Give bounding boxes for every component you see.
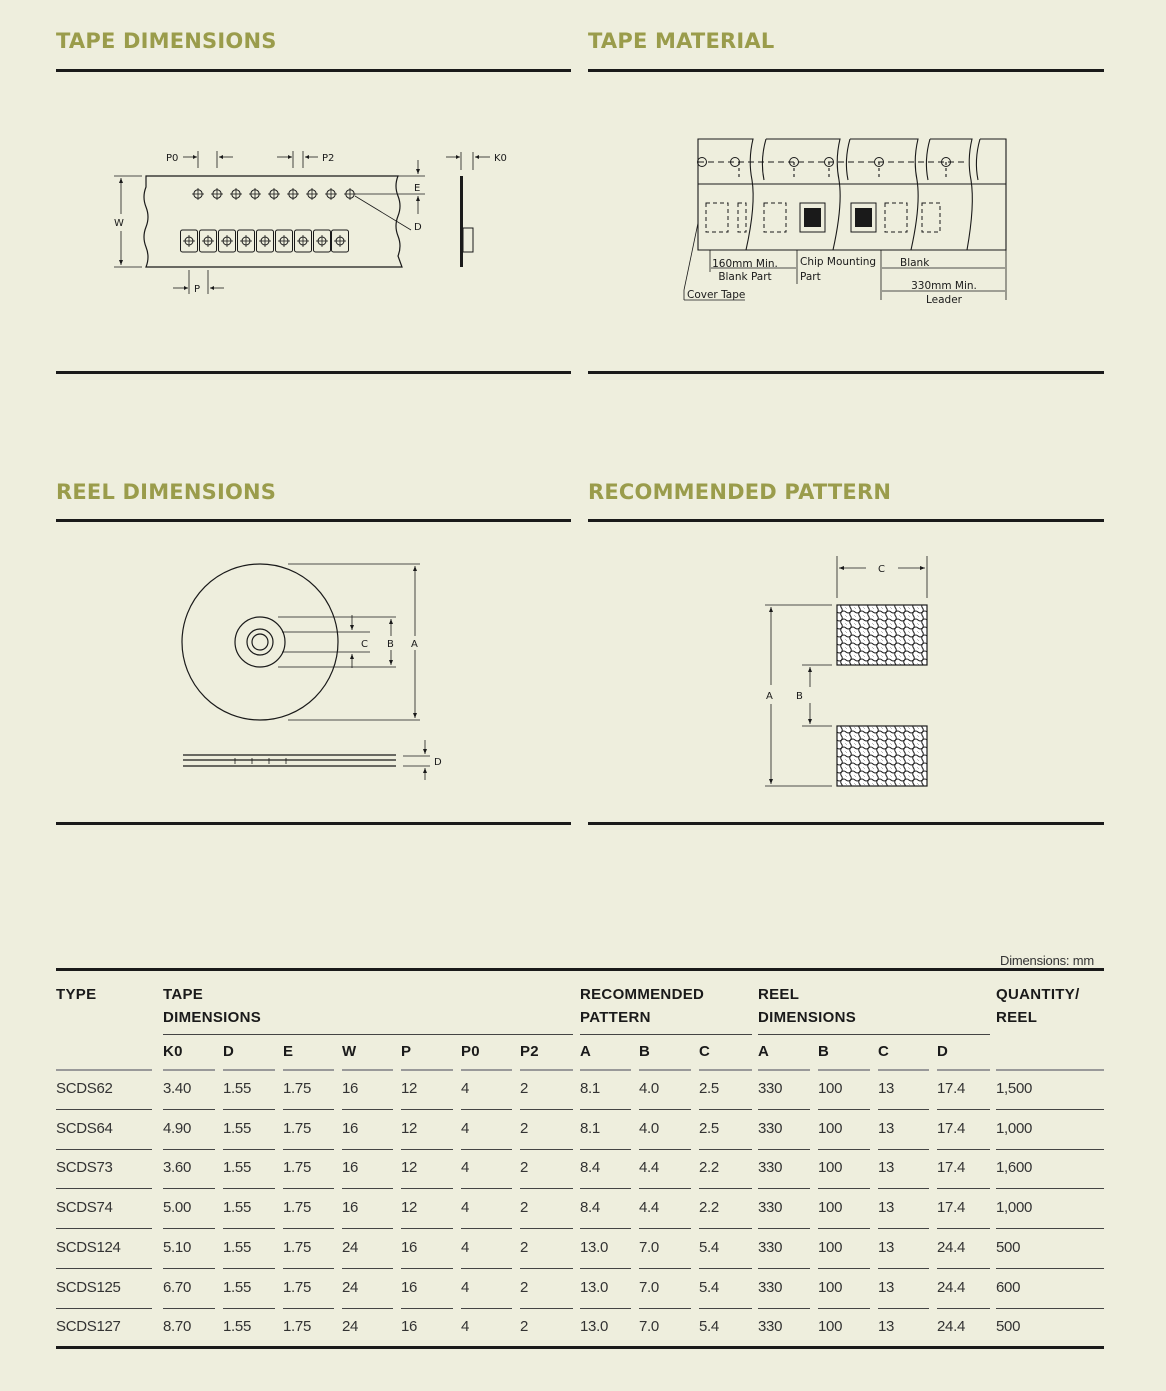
row-separator — [56, 1308, 152, 1309]
row-separator — [520, 1149, 573, 1150]
row-separator — [56, 1228, 152, 1229]
value-cell: 17.4 — [937, 1199, 965, 1217]
blank-part-label-2: Blank Part — [718, 271, 772, 283]
subheader-rule — [996, 1069, 1104, 1071]
value-cell: 2 — [520, 1080, 529, 1097]
subheader-rule — [56, 1069, 152, 1071]
row-separator — [580, 1228, 631, 1229]
row-separator — [818, 1268, 870, 1269]
row-separator — [818, 1109, 870, 1110]
blank-label: Blank — [900, 257, 930, 269]
subheader-cell: P2 — [520, 1043, 539, 1060]
value-cell: 2.2 — [699, 1199, 719, 1217]
pattern-c-label: C — [878, 564, 885, 575]
p0-label: P0 — [166, 153, 179, 164]
value-cell: 4 — [461, 1238, 470, 1256]
p2-label: P2 — [322, 153, 335, 164]
leader-label-1: 330mm Min. — [911, 280, 977, 292]
row-separator — [163, 1268, 215, 1269]
row-separator — [163, 1228, 215, 1229]
value-cell: 13.0 — [580, 1318, 608, 1336]
row-separator — [520, 1228, 573, 1229]
row-separator — [342, 1308, 393, 1309]
reel-d-label: D — [434, 757, 442, 768]
row-separator — [56, 1109, 152, 1110]
value-cell: 12 — [401, 1159, 418, 1177]
subheader-cell: B — [818, 1043, 830, 1060]
value-cell: 12 — [401, 1199, 418, 1217]
subheader-cell: B — [639, 1043, 651, 1060]
value-cell: 2 — [520, 1238, 529, 1256]
value-cell: 8.1 — [580, 1080, 600, 1097]
section-rule — [56, 371, 571, 374]
row-separator — [223, 1109, 275, 1110]
row-separator — [758, 1308, 810, 1309]
section-rule — [588, 822, 1104, 825]
reel-a-label: A — [411, 639, 418, 650]
value-cell: 330 — [758, 1159, 783, 1177]
row-separator — [461, 1109, 512, 1110]
row-separator — [580, 1268, 631, 1269]
row-separator — [639, 1109, 691, 1110]
row-separator — [401, 1149, 453, 1150]
value-cell: 330 — [758, 1278, 783, 1296]
value-cell: 1,000 — [996, 1199, 1033, 1217]
value-cell: 1,500 — [996, 1080, 1033, 1097]
value-cell: 13 — [878, 1318, 895, 1336]
value-cell: 8.70 — [163, 1318, 191, 1336]
tape-material-drawing — [670, 130, 1020, 310]
row-separator — [699, 1188, 752, 1189]
section-rule — [588, 371, 1104, 374]
row-separator — [996, 1228, 1104, 1229]
row-separator — [878, 1308, 929, 1309]
value-cell: 16 — [342, 1080, 359, 1097]
recommended-pattern-drawing — [760, 552, 940, 792]
value-cell: 8.4 — [580, 1159, 600, 1177]
value-cell: 1.75 — [283, 1119, 311, 1137]
row-separator — [461, 1308, 512, 1309]
row-separator — [56, 1188, 152, 1189]
tape-header-line2: DIMENSIONS — [163, 1009, 262, 1026]
tape-header-line1: TAPE — [163, 986, 204, 1003]
pattern-header-line2: PATTERN — [580, 1009, 651, 1026]
section-rule — [56, 519, 571, 522]
section-rule — [56, 69, 571, 72]
value-cell: 600 — [996, 1278, 1021, 1296]
value-cell: 100 — [818, 1318, 843, 1336]
row-separator — [996, 1149, 1104, 1150]
value-cell: 1,600 — [996, 1159, 1033, 1177]
subheader-cell: D — [937, 1043, 949, 1060]
row-separator — [461, 1268, 512, 1269]
subheader-rule — [699, 1069, 752, 1071]
row-separator — [699, 1109, 752, 1110]
value-cell: 24 — [342, 1278, 359, 1296]
value-cell: 12 — [401, 1119, 418, 1137]
value-cell: 1.75 — [283, 1278, 311, 1296]
row-separator — [818, 1308, 870, 1309]
value-cell: 330 — [758, 1318, 783, 1336]
chip-mounting-label-1: Chip Mounting — [800, 256, 877, 268]
value-cell: 4 — [461, 1318, 470, 1336]
row-separator — [937, 1149, 990, 1150]
reel-b-label: B — [387, 639, 394, 650]
value-cell: 330 — [758, 1119, 783, 1137]
row-separator — [283, 1308, 334, 1309]
quantity-header-line1: QUANTITY/ — [996, 986, 1080, 1003]
value-cell: 13 — [878, 1080, 895, 1097]
subheader-rule — [639, 1069, 691, 1071]
row-separator — [639, 1188, 691, 1189]
row-separator — [401, 1228, 453, 1229]
row-separator — [996, 1308, 1104, 1309]
row-separator — [758, 1268, 810, 1269]
value-cell: 4 — [461, 1199, 470, 1217]
row-separator — [937, 1188, 990, 1189]
value-cell: 13.0 — [580, 1278, 608, 1296]
value-cell: 1.75 — [283, 1159, 311, 1177]
quantity-header-line2: REEL — [996, 1009, 1038, 1026]
subheader-cell: C — [878, 1043, 890, 1060]
value-cell: 100 — [818, 1080, 843, 1097]
value-cell: 5.4 — [699, 1318, 719, 1336]
value-cell: 16 — [342, 1199, 359, 1217]
subheader-rule — [520, 1069, 573, 1071]
value-cell: 24.4 — [937, 1318, 965, 1336]
subheader-cell: C — [699, 1043, 711, 1060]
row-separator — [342, 1149, 393, 1150]
value-cell: 1.55 — [223, 1238, 251, 1256]
row-separator — [461, 1149, 512, 1150]
tape-material-title: TAPE MATERIAL — [588, 29, 775, 53]
row-separator — [342, 1188, 393, 1189]
value-cell: 4.4 — [639, 1199, 659, 1217]
row-separator — [699, 1228, 752, 1229]
table-bottom-rule — [56, 1346, 1104, 1349]
value-cell: 2.5 — [699, 1119, 719, 1137]
row-separator — [878, 1268, 929, 1269]
row-separator — [937, 1109, 990, 1110]
row-separator — [937, 1268, 990, 1269]
blank-part-label-1: 160mm Min. — [712, 258, 778, 270]
row-separator — [163, 1109, 215, 1110]
value-cell: 13 — [878, 1278, 895, 1296]
row-separator — [996, 1268, 1104, 1269]
subheader-rule — [818, 1069, 870, 1071]
value-cell: 1.55 — [223, 1278, 251, 1296]
value-cell: 24.4 — [937, 1238, 965, 1256]
row-separator — [401, 1308, 453, 1309]
value-cell: 5.00 — [163, 1199, 191, 1217]
type-cell: SCDS127 — [56, 1318, 121, 1336]
row-separator — [639, 1228, 691, 1229]
value-cell: 330 — [758, 1199, 783, 1217]
row-separator — [878, 1228, 929, 1229]
row-separator — [520, 1109, 573, 1110]
value-cell: 2.2 — [699, 1159, 719, 1177]
row-separator — [758, 1149, 810, 1150]
row-separator — [878, 1188, 929, 1189]
row-separator — [878, 1109, 929, 1110]
row-separator — [818, 1228, 870, 1229]
row-separator — [580, 1109, 631, 1110]
type-cell: SCDS124 — [56, 1238, 121, 1256]
subheader-rule — [461, 1069, 512, 1071]
row-separator — [223, 1268, 275, 1269]
subheader-cell: W — [342, 1043, 357, 1060]
row-separator — [283, 1149, 334, 1150]
value-cell: 4 — [461, 1080, 470, 1097]
row-separator — [580, 1149, 631, 1150]
value-cell: 4 — [461, 1119, 470, 1137]
row-separator — [223, 1188, 275, 1189]
value-cell: 2 — [520, 1278, 529, 1296]
value-cell: 100 — [818, 1119, 843, 1137]
value-cell: 2 — [520, 1318, 529, 1336]
value-cell: 4 — [461, 1159, 470, 1177]
recommended-pattern-title: RECOMMENDED PATTERN — [588, 480, 892, 504]
row-separator — [163, 1188, 215, 1189]
value-cell: 2 — [520, 1119, 529, 1137]
value-cell: 7.0 — [639, 1318, 659, 1336]
value-cell: 16 — [401, 1278, 418, 1296]
row-separator — [937, 1228, 990, 1229]
reel-dimensions-drawing — [170, 555, 460, 785]
value-cell: 13 — [878, 1238, 895, 1256]
row-separator — [223, 1308, 275, 1309]
value-cell: 1,000 — [996, 1119, 1033, 1137]
subheader-cell: D — [223, 1043, 235, 1060]
leader-label-2: Leader — [925, 294, 963, 306]
value-cell: 1.75 — [283, 1318, 311, 1336]
value-cell: 100 — [818, 1199, 843, 1217]
value-cell: 6.70 — [163, 1278, 191, 1296]
row-separator — [699, 1268, 752, 1269]
row-separator — [818, 1188, 870, 1189]
row-separator — [401, 1188, 453, 1189]
value-cell: 13 — [878, 1199, 895, 1217]
dimensions-unit-note: Dimensions: mm — [1000, 953, 1094, 968]
row-separator — [342, 1109, 393, 1110]
subheader-rule — [878, 1069, 929, 1071]
subheader-rule — [758, 1069, 810, 1071]
d-label: D — [414, 222, 422, 233]
row-separator — [461, 1228, 512, 1229]
type-cell: SCDS64 — [56, 1119, 113, 1137]
value-cell: 2.5 — [699, 1080, 719, 1097]
chip-mounting-label-2: Part — [800, 271, 821, 283]
table-top-rule — [56, 968, 1104, 971]
row-separator — [56, 1149, 152, 1150]
value-cell: 13 — [878, 1119, 895, 1137]
row-separator — [163, 1308, 215, 1309]
value-cell: 4 — [461, 1278, 470, 1296]
row-separator — [283, 1109, 334, 1110]
row-separator — [699, 1308, 752, 1309]
value-cell: 5.4 — [699, 1238, 719, 1256]
row-separator — [401, 1109, 453, 1110]
value-cell: 16 — [342, 1159, 359, 1177]
value-cell: 12 — [401, 1080, 418, 1097]
value-cell: 500 — [996, 1318, 1021, 1336]
subheader-cell: P — [401, 1043, 412, 1060]
row-separator — [163, 1149, 215, 1150]
row-separator — [283, 1228, 334, 1229]
value-cell: 17.4 — [937, 1119, 965, 1137]
subheader-rule — [342, 1069, 393, 1071]
subheader-cell: P0 — [461, 1043, 480, 1060]
type-cell: SCDS74 — [56, 1199, 113, 1217]
row-separator — [520, 1268, 573, 1269]
value-cell: 1.55 — [223, 1080, 251, 1097]
value-cell: 24.4 — [937, 1278, 965, 1296]
value-cell: 16 — [401, 1318, 418, 1336]
row-separator — [580, 1188, 631, 1189]
value-cell: 17.4 — [937, 1159, 965, 1177]
reel-header-line1: REEL — [758, 986, 800, 1003]
value-cell: 13 — [878, 1159, 895, 1177]
value-cell: 1.55 — [223, 1159, 251, 1177]
value-cell: 4.0 — [639, 1080, 659, 1097]
row-separator — [639, 1308, 691, 1309]
row-separator — [996, 1109, 1104, 1110]
row-separator — [520, 1188, 573, 1189]
pattern-a-label: A — [766, 691, 773, 702]
row-separator — [342, 1228, 393, 1229]
row-separator — [758, 1228, 810, 1229]
subheader-cell: A — [580, 1043, 592, 1060]
pattern-group-rule — [580, 1034, 752, 1035]
value-cell: 8.1 — [580, 1119, 600, 1137]
row-separator — [758, 1188, 810, 1189]
tape-dimensions-drawing — [100, 140, 530, 310]
subheader-cell: A — [758, 1043, 770, 1060]
value-cell: 1.75 — [283, 1080, 311, 1097]
value-cell: 1.55 — [223, 1119, 251, 1137]
value-cell: 100 — [818, 1278, 843, 1296]
value-cell: 5.4 — [699, 1278, 719, 1296]
value-cell: 7.0 — [639, 1278, 659, 1296]
subheader-rule — [223, 1069, 275, 1071]
pattern-header-line1: RECOMMENDED — [580, 986, 705, 1003]
subheader-rule — [937, 1069, 990, 1071]
subheader-rule — [163, 1069, 215, 1071]
type-cell: SCDS62 — [56, 1080, 113, 1097]
section-rule — [588, 69, 1104, 72]
row-separator — [283, 1268, 334, 1269]
value-cell: 100 — [818, 1159, 843, 1177]
section-rule — [56, 822, 571, 825]
reel-group-rule — [758, 1034, 990, 1035]
row-separator — [878, 1149, 929, 1150]
row-separator — [639, 1149, 691, 1150]
value-cell: 4.90 — [163, 1119, 191, 1137]
row-separator — [401, 1268, 453, 1269]
e-label: E — [414, 183, 421, 194]
row-separator — [937, 1308, 990, 1309]
row-separator — [283, 1188, 334, 1189]
row-separator — [223, 1149, 275, 1150]
value-cell: 500 — [996, 1238, 1021, 1256]
value-cell: 5.10 — [163, 1238, 191, 1256]
pattern-b-label: B — [796, 691, 803, 702]
k0-label: K0 — [494, 153, 507, 164]
p-label: P — [194, 284, 201, 295]
value-cell: 17.4 — [937, 1080, 965, 1097]
subheader-rule — [283, 1069, 334, 1071]
value-cell: 2 — [520, 1199, 529, 1217]
value-cell: 3.60 — [163, 1159, 191, 1177]
value-cell: 1.75 — [283, 1199, 311, 1217]
subheader-cell: K0 — [163, 1043, 183, 1060]
row-separator — [342, 1268, 393, 1269]
w-label: W — [114, 218, 124, 229]
row-separator — [639, 1268, 691, 1269]
row-separator — [223, 1228, 275, 1229]
value-cell: 4.4 — [639, 1159, 659, 1177]
value-cell: 330 — [758, 1238, 783, 1256]
cover-tape-label: Cover Tape — [687, 289, 746, 301]
tape-group-rule — [163, 1034, 573, 1035]
value-cell: 24 — [342, 1238, 359, 1256]
value-cell: 1.75 — [283, 1238, 311, 1256]
value-cell: 7.0 — [639, 1238, 659, 1256]
subheader-rule — [580, 1069, 631, 1071]
value-cell: 4.0 — [639, 1119, 659, 1137]
reel-dimensions-title: REEL DIMENSIONS — [56, 480, 277, 504]
value-cell: 2 — [520, 1159, 529, 1177]
row-separator — [818, 1149, 870, 1150]
value-cell: 13.0 — [580, 1238, 608, 1256]
subheader-rule — [401, 1069, 453, 1071]
value-cell: 100 — [818, 1238, 843, 1256]
subheader-cell: E — [283, 1043, 294, 1060]
reel-c-label: C — [361, 639, 368, 650]
row-separator — [758, 1109, 810, 1110]
row-separator — [580, 1308, 631, 1309]
row-separator — [56, 1268, 152, 1269]
value-cell: 3.40 — [163, 1080, 191, 1097]
value-cell: 16 — [342, 1119, 359, 1137]
section-rule — [588, 519, 1104, 522]
value-cell: 1.55 — [223, 1318, 251, 1336]
type-header: TYPE — [56, 986, 97, 1003]
value-cell: 16 — [401, 1238, 418, 1256]
type-cell: SCDS73 — [56, 1159, 113, 1177]
value-cell: 24 — [342, 1318, 359, 1336]
tape-dimensions-title: TAPE DIMENSIONS — [56, 29, 277, 53]
row-separator — [461, 1188, 512, 1189]
row-separator — [520, 1308, 573, 1309]
row-separator — [699, 1149, 752, 1150]
type-cell: SCDS125 — [56, 1278, 121, 1296]
value-cell: 1.55 — [223, 1199, 251, 1217]
row-separator — [996, 1188, 1104, 1189]
value-cell: 8.4 — [580, 1199, 600, 1217]
value-cell: 330 — [758, 1080, 783, 1097]
reel-header-line2: DIMENSIONS — [758, 1009, 857, 1026]
